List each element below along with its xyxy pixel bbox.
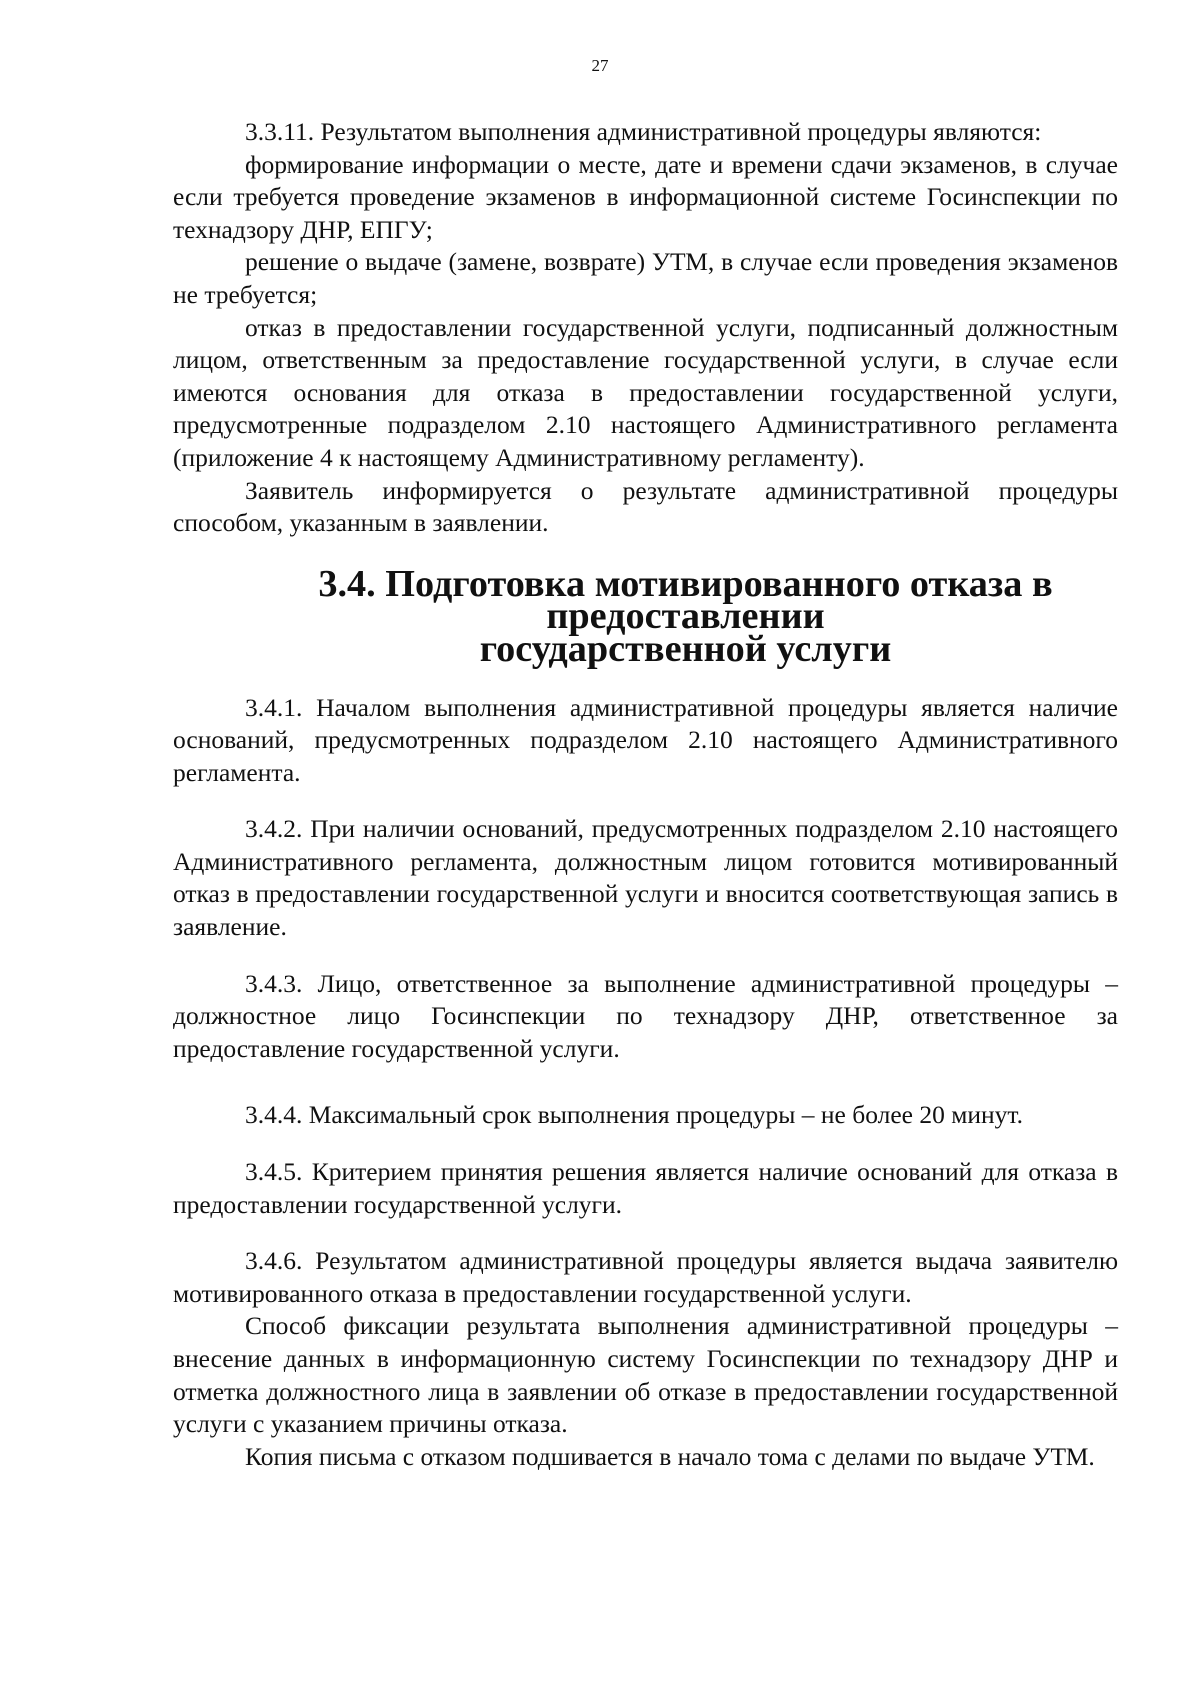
paragraph-fixation-method: Способ фиксации результата выполнения административной процедуры – внесение данных в информационную систему Госинспекции по технадзору ДНР и отметка должностного лица в заявлении об отказе в предоставлении государственной услуги с указанием причины отказа.: [173, 1311, 1118, 1439]
paragraph-3-4-2: 3.4.2. При наличии оснований, предусмотренных подразделом 2.10 настоящего Административного регламента, должностным лицом готовится мотивированный отказ в предоставлении государственной услуги и вносится соответствующая запись в заявление.: [173, 814, 1118, 942]
result-item-exam-info: формирование информации о месте, дате и времени сдачи экзаменов, в случае если требуется проведение экзаменов в информационной системе Госинспекции по технадзору ДНР, ЕПГУ;: [173, 149, 1118, 244]
paragraph-letter-copy: Копия письма с отказом подшивается в начало тома с делами по выдаче УТМ.: [245, 1441, 1095, 1471]
page-number: 27: [591, 56, 609, 75]
paragraph-3-4-6: 3.4.6. Результатом административной процедуры является выдача заявителю мотивированного отказа в предоставлении государственной услуги.: [173, 1246, 1118, 1308]
document-body: [173, 116, 1118, 1473]
applicant-notification: Заявитель информируется о результате административной процедуры способом, указанным в заявлении.: [173, 475, 1118, 538]
result-item-refusal: отказ в предоставлении государственной услуги, подписанный должностным лицом, ответственным за предоставление государственной услуги, в случае если имеются основания для отказа в предоставлении государственной услуги, предусмотренные подразделом 2.10 настоящего Административного регламента (приложение 4 к настоящему Административному регламенту).: [173, 312, 1118, 472]
paragraph-3-4-4: 3.4.4. Максимальный срок выполнения процедуры – не более 20 минут.: [245, 1100, 1024, 1130]
paragraph-3-4-5: 3.4.5. Критерием принятия решения является наличие оснований для отказа в предоставлении государственной услуги.: [173, 1157, 1118, 1219]
result-item-utm-decision: решение о выдаче (замене, возврате) УТМ, в случае если проведения экзаменов не требуется;: [173, 247, 1118, 309]
paragraph-3-3-11: 3.3.11. Результатом выполнения административной процедуры являются:: [245, 117, 1042, 146]
paragraph-3-4-1: 3.4.1. Началом выполнения административной процедуры является наличие оснований, предусмотренных подразделом 2.10 настоящего Административного регламента.: [173, 692, 1118, 787]
section-heading-3-4: [173, 562, 1118, 670]
paragraph-3-4-3: 3.4.3. Лицо, ответственное за выполнение административной процедуры – должностное лицо Госинспекции по технадзору ДНР, ответственное за предоставление государственной услуги.: [173, 968, 1118, 1063]
section-heading-line-1: 3.4. Подготовка мотивированного отказа в предоставлении: [318, 562, 1053, 638]
section-heading-line-2: государственной услуги: [479, 627, 892, 670]
